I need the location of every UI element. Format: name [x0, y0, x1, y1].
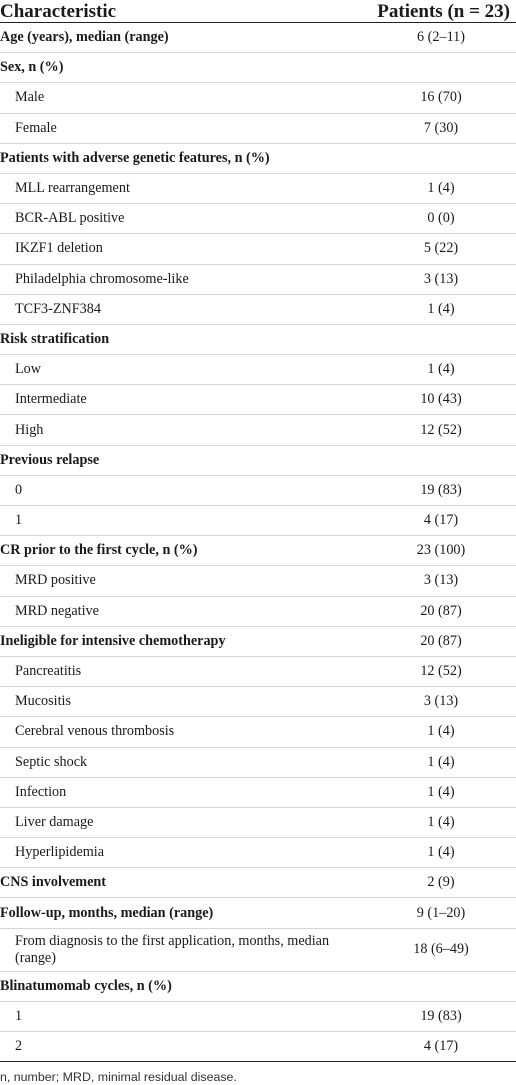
table-row: [0, 868, 516, 898]
row-label: Septic shock: [15, 753, 88, 770]
row-label: Ineligible for intensive chemotherapy: [0, 632, 226, 649]
row-value: 5 (22): [423, 240, 459, 257]
table-row: [0, 778, 516, 808]
table-row: [0, 53, 516, 83]
table-row: [0, 83, 516, 113]
row-value: 1 (4): [427, 813, 455, 830]
row-value: 20 (87): [420, 632, 462, 649]
row-label: Pancreatitis: [15, 663, 82, 680]
row-label: Previous relapse: [0, 451, 100, 468]
table-row: [0, 446, 516, 476]
table-row: [0, 929, 516, 972]
table-row: [0, 23, 516, 53]
row-value: 10 (43): [420, 391, 462, 408]
row-label: MRD negative: [15, 602, 99, 619]
row-label: MLL rearrangement: [15, 180, 130, 197]
row-label: Patients with adverse genetic features, n (%): [0, 149, 270, 166]
table-row: [0, 415, 516, 445]
table-row: [0, 476, 516, 506]
header-characteristic: Characteristic: [0, 1, 117, 22]
row-label: Male: [15, 89, 45, 106]
table-row: [0, 355, 516, 385]
table-row: [0, 687, 516, 717]
row-value: 23 (100): [416, 542, 466, 559]
row-value: 3 (13): [423, 572, 459, 589]
table-row: [0, 506, 516, 536]
row-label: BCR-ABL positive: [15, 210, 125, 227]
row-value: 2 (9): [427, 874, 455, 891]
row-value: 1 (4): [427, 300, 455, 317]
row-label: 1: [15, 512, 23, 529]
table-row: [0, 204, 516, 234]
row-value: 6 (2–11): [417, 29, 465, 46]
table-row: [0, 144, 516, 174]
row-label: Risk stratification: [0, 330, 110, 347]
table-body: [0, 23, 516, 1062]
table-row: [0, 972, 516, 1002]
table-row: [0, 114, 516, 144]
table-row: [0, 174, 516, 204]
row-value: 3 (13): [423, 270, 459, 287]
table-footnote: n, number; MRD, minimal residual disease.: [0, 1070, 237, 1085]
table-header: [0, 0, 516, 23]
row-label: MRD positive: [15, 572, 96, 589]
row-label: Female: [15, 119, 57, 136]
row-label: CNS involvement: [0, 874, 107, 891]
row-label: Blinatumomab cycles, n (%): [0, 977, 172, 994]
table-row: [0, 265, 516, 295]
row-value: 19 (83): [420, 481, 462, 498]
table-row: [0, 808, 516, 838]
row-value: 1 (4): [427, 361, 455, 378]
row-label: Philadelphia chromosome-like: [15, 270, 189, 287]
table-row: [0, 627, 516, 657]
row-value: 9 (1–20): [416, 904, 466, 921]
table-row: [0, 536, 516, 566]
table-row: [0, 295, 516, 325]
row-value: 1 (4): [427, 753, 455, 770]
row-label: CR prior to the first cycle, n (%): [0, 542, 198, 559]
row-label: Cerebral venous thrombosis: [15, 723, 175, 740]
row-value: 16 (70): [420, 89, 462, 106]
table-row: [0, 748, 516, 778]
table-row: [0, 898, 516, 928]
row-label: Intermediate: [15, 391, 87, 408]
row-label: Sex, n (%): [0, 59, 64, 76]
row-label: 2: [15, 1038, 23, 1055]
row-label: Low: [15, 361, 42, 378]
table-row: [0, 838, 516, 868]
table-row: [0, 1032, 516, 1062]
row-value: 1 (4): [427, 844, 455, 861]
row-value: 3 (13): [423, 693, 459, 710]
table-row: [0, 234, 516, 264]
row-label: TCF3-ZNF384: [15, 300, 101, 317]
row-value: 19 (83): [420, 1007, 462, 1024]
row-label: Follow-up, months, median (range): [0, 904, 214, 921]
row-label: High: [15, 421, 44, 438]
row-label: 1: [15, 1007, 23, 1024]
row-value: 4 (17): [423, 512, 459, 529]
table-row: [0, 717, 516, 747]
row-value: 12 (52): [420, 663, 462, 680]
row-value: 18 (6–49): [413, 941, 469, 958]
row-label: Hyperlipidemia: [15, 844, 105, 861]
table-row: [0, 385, 516, 415]
row-label: Age (years), median (range): [0, 29, 169, 46]
table-row: [0, 566, 516, 596]
row-value: 12 (52): [420, 421, 462, 438]
table-row: [0, 657, 516, 687]
row-value: 7 (30): [423, 119, 459, 136]
row-value: 1 (4): [427, 723, 455, 740]
table-row: [0, 1002, 516, 1032]
row-label: Infection: [15, 783, 67, 800]
table-row: [0, 325, 516, 355]
row-value: 1 (4): [427, 783, 455, 800]
row-value: 0 (0): [427, 210, 455, 227]
row-label: Mucositis: [15, 693, 71, 710]
row-label: 0: [15, 481, 23, 498]
row-value: 1 (4): [427, 180, 455, 197]
row-value: 20 (87): [420, 602, 462, 619]
table-row: [0, 597, 516, 627]
row-value: 4 (17): [423, 1038, 459, 1055]
header-patients: Patients (n = 23): [377, 1, 510, 22]
row-label: Liver damage: [15, 813, 94, 830]
row-label: IKZF1 deletion: [15, 240, 103, 257]
row-label: From diagnosis to the first application, months, median (range): [15, 932, 330, 966]
